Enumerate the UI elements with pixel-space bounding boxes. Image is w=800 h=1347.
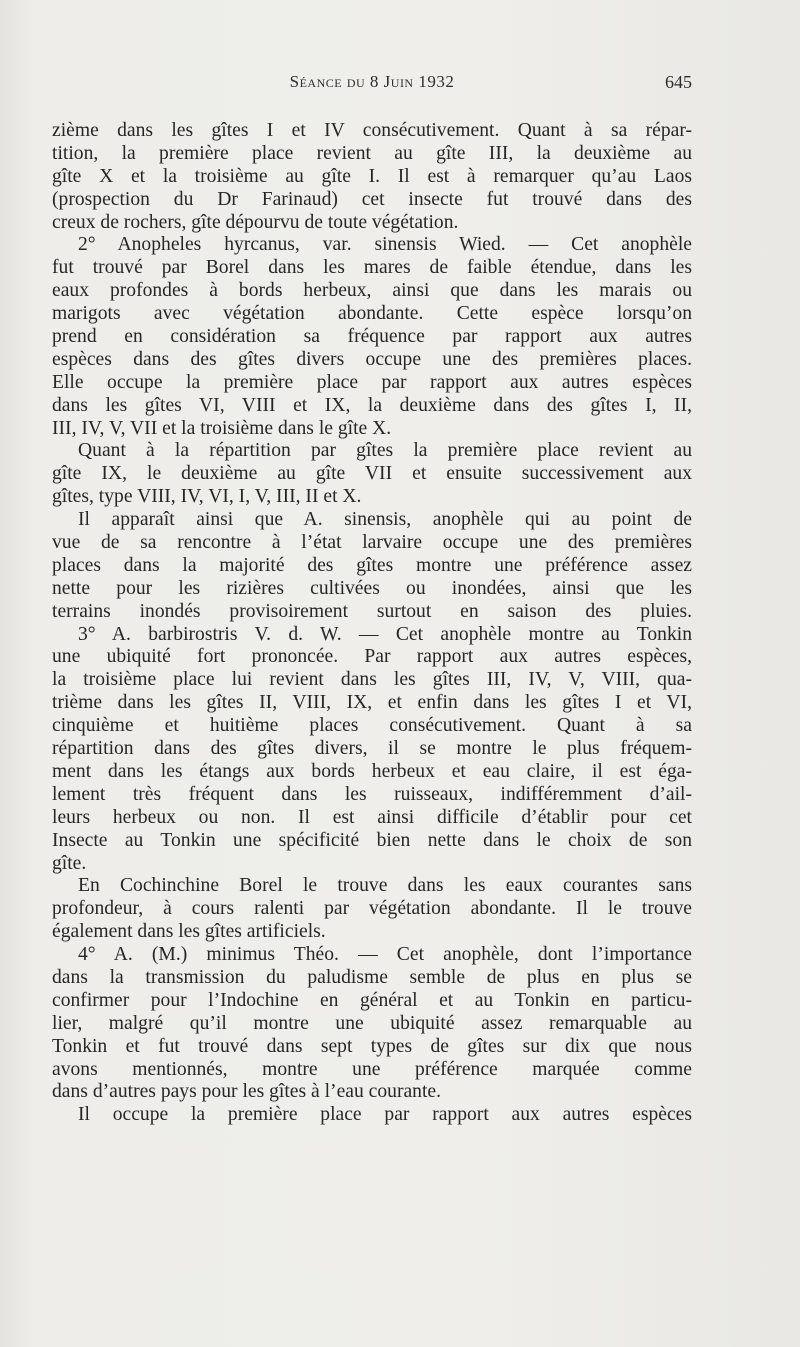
text-line: places dans la majorité des gîtes montre une préférence assez [52,554,692,576]
text-line: fut trouvé par Borel dans les mares de faible étendue, dans les [52,257,692,279]
text-line: Tonkin et fut trouvé dans sept types de gîtes sur dix que nous [52,1035,692,1057]
text-line: (prospection du Dr Farinaud) cet insecte fut trouvé dans des [52,188,692,210]
text-line: cinquième et huitième places consécutivement. Quant à sa [52,715,692,737]
page-number: 645 [665,72,692,92]
text-line: confirmer pour l’Indochine en général et au Tonkin en particu- [52,989,692,1011]
text-line: trième dans les gîtes II, VIII, IX, et enfin dans les gîtes I et VI, [52,692,692,714]
text-line: vue de sa rencontre à l’état larvaire occupe une des premières [52,532,692,554]
text-line: également dans les gîtes artificiels. [52,921,326,943]
text-line: répartition dans des gîtes divers, il se montre le plus fréquem- [52,738,692,760]
text-line: Il apparaît ainsi que A. sinensis, anophèle qui au point de [78,509,692,531]
body-text [52,120,692,1127]
text-line: la troisième place lui revient dans les gîtes III, IV, V, VIII, qua- [52,669,692,691]
text-line: Il occupe la première place par rapport aux autres espèces [78,1104,692,1126]
text-line: dans les gîtes VI, VIII et IX, la deuxième dans des gîtes I, II, [52,394,692,416]
text-line: lement très fréquent dans les ruisseaux, indifféremment d’ail- [52,783,692,805]
text-line: gîte X et la troisième au gîte I. Il est à remarquer qu’au Laos [52,165,692,187]
text-line: En Cochinchine Borel le trouve dans les eaux courantes sans [78,875,692,897]
text-line: ment dans les étangs aux bords herbeux et eau claire, il est éga- [52,760,692,782]
text-line: dans d’autres pays pour les gîtes à l’eau courante. [52,1081,442,1103]
text-line: 3° A. barbirostris V. d. W. — Cet anophèle montre au Tonkin [78,623,692,645]
text-line: zième dans les gîtes I et IV consécutivement. Quant à sa répar- [52,120,692,141]
text-line: Insecte au Tonkin une spécificité bien nette dans le choix de son [52,829,692,851]
text-line: tition, la première place revient au gîte III, la deuxième au [52,142,692,164]
text-line: 4° A. (M.) minimus Théo. — Cet anophèle, dont l’importance [78,944,692,966]
text-line: Quant à la répartition par gîtes la première place revient au [78,440,692,462]
text-line: III, IV, V, VII et la troisième dans le gîte X. [52,417,392,439]
running-header [52,72,692,100]
text-line: terrains inondés provisoirement surtout en saison des pluies. [52,600,692,622]
text-line: lier, malgré qu’il montre une ubiquité assez remarquable au [52,1012,692,1034]
text-line: Elle occupe la première place par rapport aux autres espèces [52,371,692,393]
text-line: marigots avec végétation abondante. Cette espèce lorsqu’on [52,303,692,325]
text-line: une ubiquité fort prononcée. Par rapport aux autres espèces, [52,646,692,668]
text-line: prend en considération sa fréquence par rapport aux autres [52,326,692,348]
text-line: nette pour les rizières cultivées ou inondées, ainsi que les [52,577,692,599]
text-line: dans la transmission du paludisme semble de plus en plus se [52,966,692,988]
text-line: profondeur, à cours ralenti par végétation abondante. Il le trouve [52,898,692,920]
text-line: avons mentionnés, montre une préférence marquée comme [52,1058,692,1080]
text-line: gîte. [52,852,87,874]
text-line: 2° Anopheles hyrcanus, var. sinensis Wied. — Cet anophèle [78,234,692,256]
text-line: creux de rochers, gîte dépourvu de toute végétation. [52,211,459,233]
text-line: gîtes, type VIII, IV, VI, I, V, III, II et X. [52,486,362,508]
text-line: leurs herbeux ou non. Il est ainsi difficile d’établir pour cet [52,806,692,828]
header-title: Séance du 8 Juin 1932 [289,72,455,91]
text-line: espèces dans des gîtes divers occupe une des premières places. [52,348,692,370]
text-line: eaux profondes à bords herbeux, ainsi que dans les marais ou [52,280,692,302]
text-line: gîte IX, le deuxième au gîte VII et ensuite successivement aux [52,463,692,485]
